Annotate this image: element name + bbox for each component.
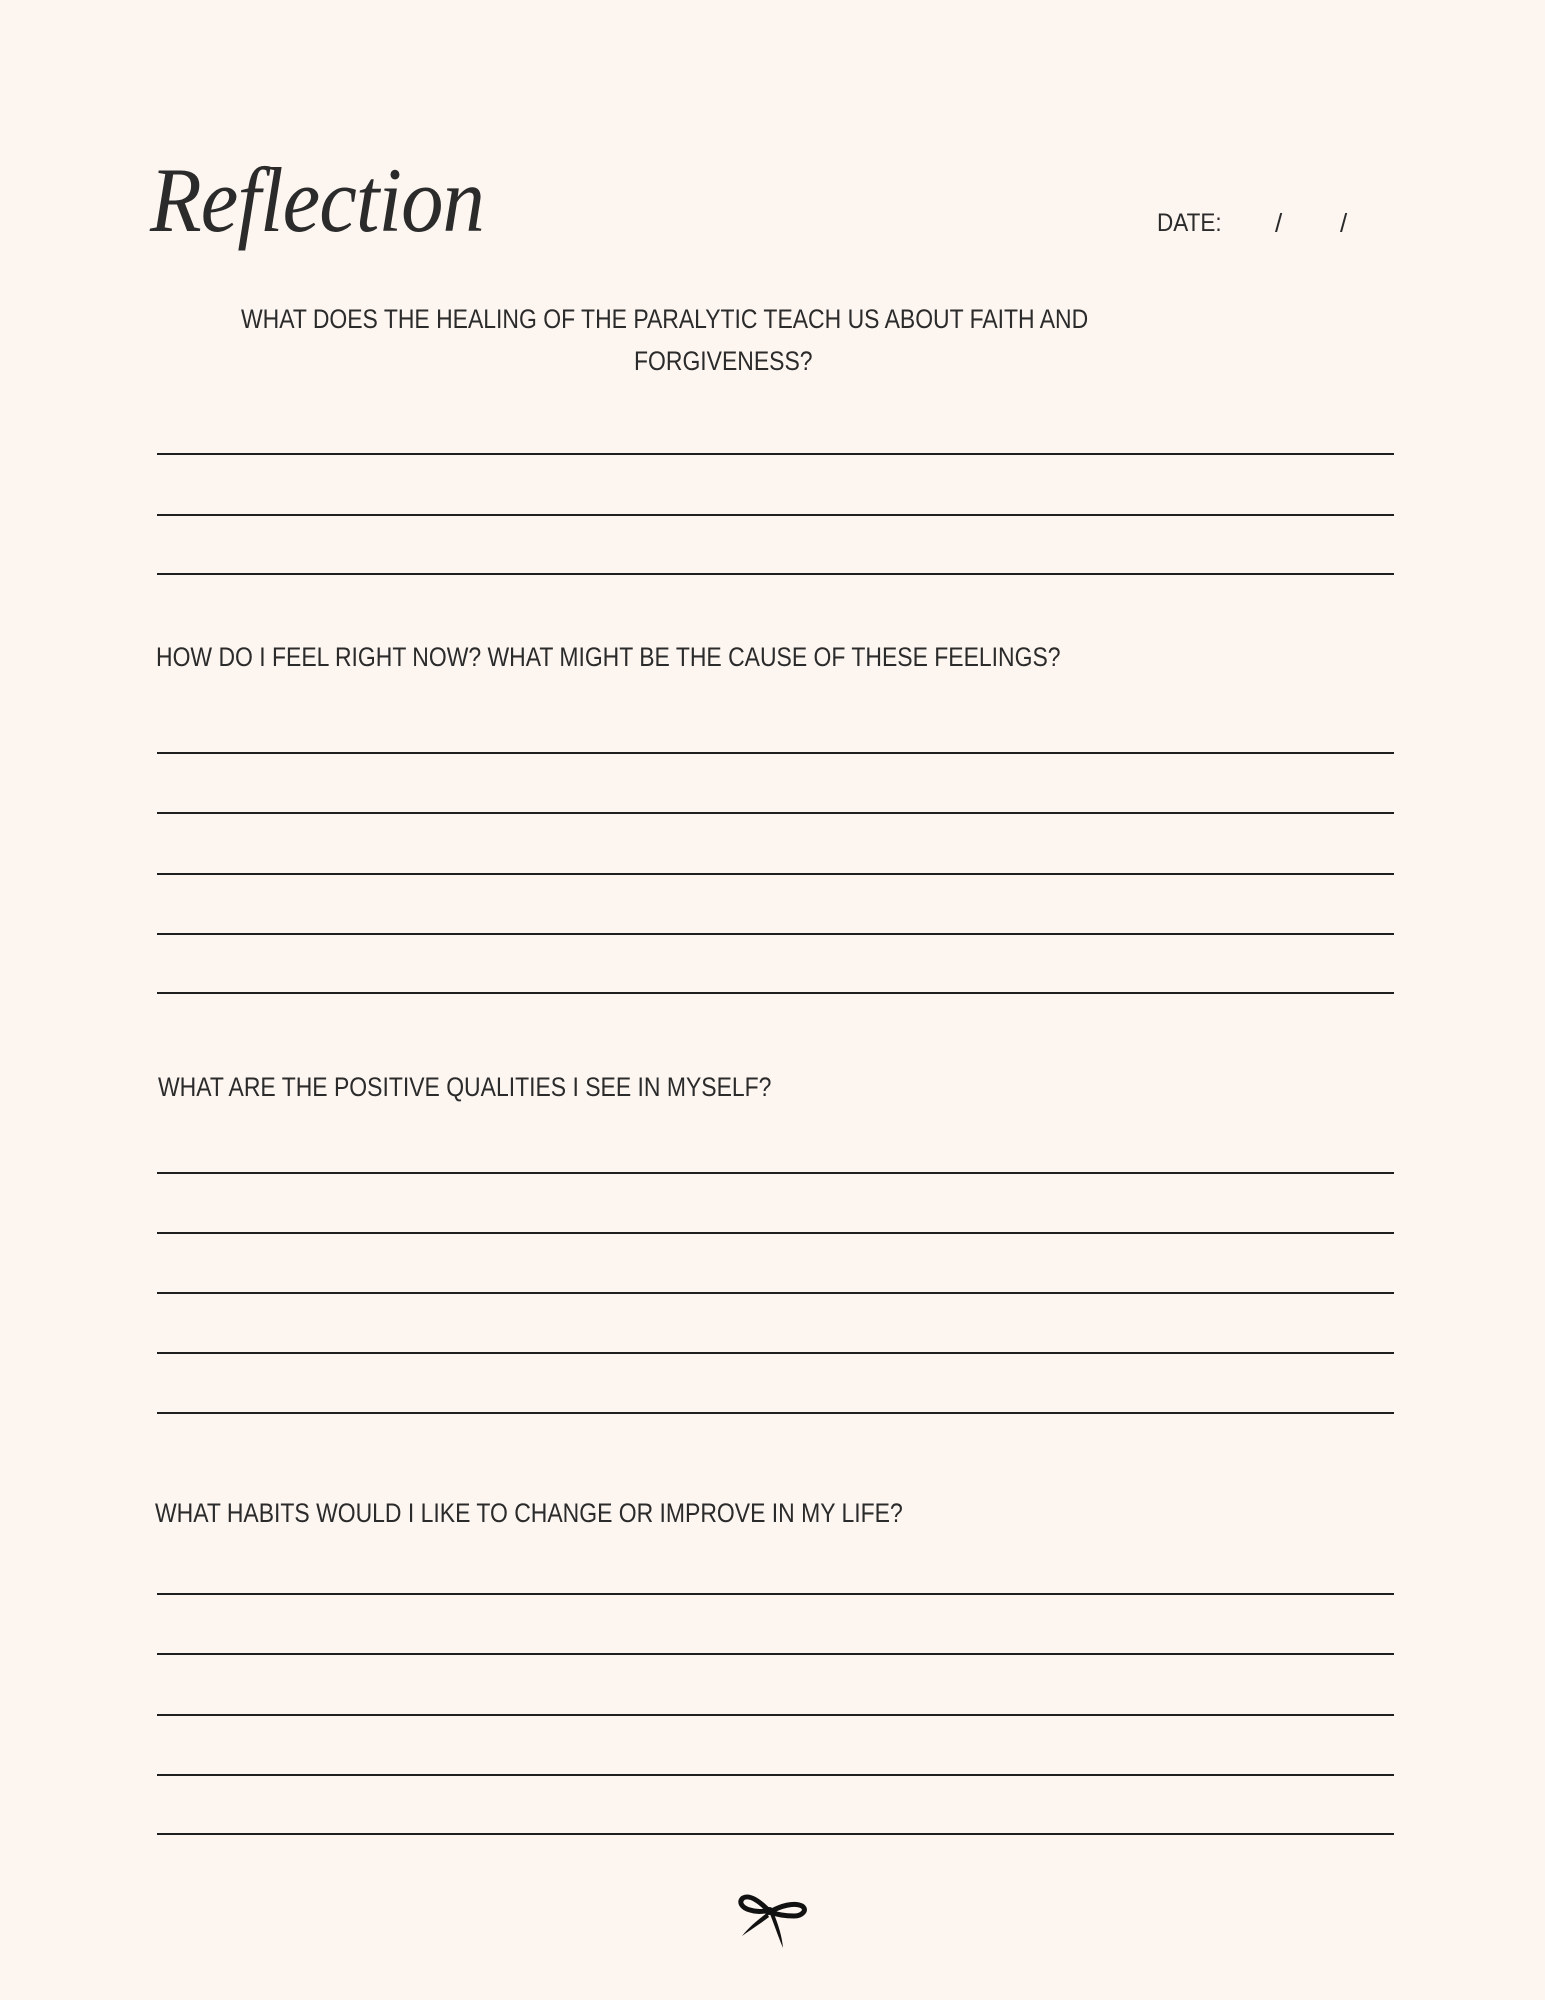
- date-field: [1157, 208, 1348, 238]
- bow-icon: [736, 1888, 810, 1954]
- page-title: Reflection: [150, 149, 484, 251]
- writing-line[interactable]: [157, 1593, 1394, 1595]
- writing-line[interactable]: [157, 1412, 1394, 1414]
- writing-line[interactable]: [157, 1833, 1394, 1835]
- date-separator-1: /: [1275, 208, 1283, 238]
- writing-line[interactable]: [157, 1172, 1394, 1174]
- writing-line[interactable]: [157, 933, 1394, 935]
- question-text: FORGIVENESS?: [633, 346, 813, 376]
- writing-line[interactable]: [157, 812, 1394, 814]
- writing-line[interactable]: [157, 1714, 1394, 1716]
- question-text: WHAT DOES THE HEALING OF THE PARALYTIC TEACH US ABOUT FAITH AND: [240, 304, 1088, 334]
- date-label: DATE:: [1157, 209, 1222, 237]
- writing-line[interactable]: [157, 1352, 1394, 1354]
- writing-line[interactable]: [157, 453, 1394, 455]
- date-separator-2: /: [1340, 208, 1348, 238]
- writing-line[interactable]: [157, 1232, 1394, 1234]
- writing-line[interactable]: [157, 1774, 1394, 1776]
- writing-line[interactable]: [157, 1653, 1394, 1655]
- writing-line[interactable]: [157, 1292, 1394, 1294]
- question-1-line-2: [0, 346, 1478, 376]
- writing-line[interactable]: [157, 573, 1394, 575]
- question-3: WHAT ARE THE POSITIVE QUALITIES I SEE IN MYSELF?: [158, 1072, 772, 1102]
- question-4: WHAT HABITS WOULD I LIKE TO CHANGE OR IMPROVE IN MY LIFE?: [155, 1498, 903, 1528]
- question-1-line-1: [0, 304, 1478, 334]
- writing-line[interactable]: [157, 992, 1394, 994]
- writing-line[interactable]: [157, 752, 1394, 754]
- writing-line[interactable]: [157, 873, 1394, 875]
- question-2: HOW DO I FEEL RIGHT NOW? WHAT MIGHT BE THE CAUSE OF THESE FEELINGS?: [156, 642, 1061, 672]
- writing-line[interactable]: [157, 514, 1394, 516]
